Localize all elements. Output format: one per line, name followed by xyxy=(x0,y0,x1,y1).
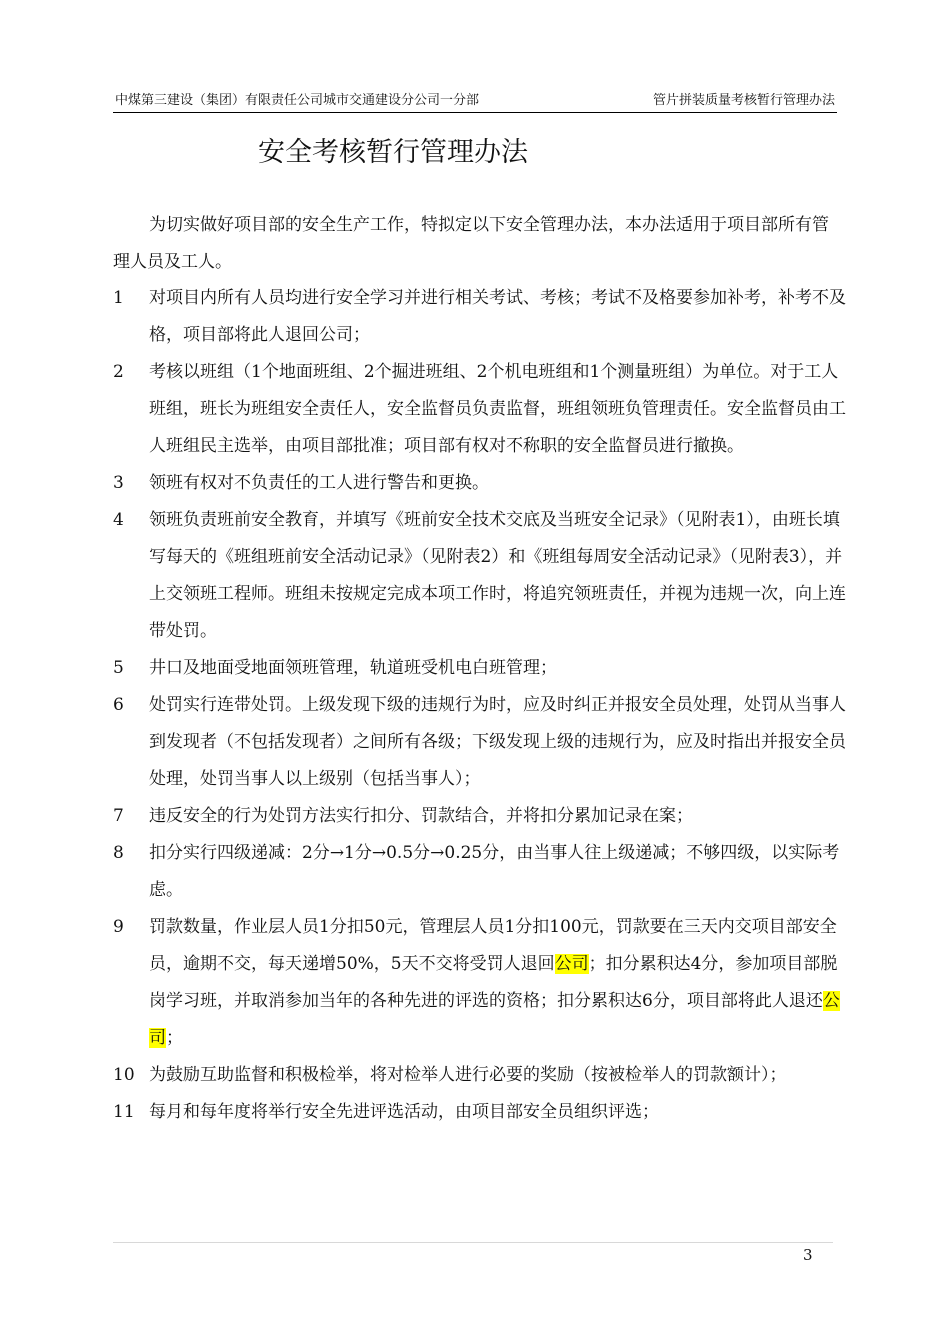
item-number: 9 xyxy=(113,917,124,937)
item-text: 领班负责班前安全教育，并填写《班前安全技术交底及当班安全记录》（见附表1），由班长填写每天的《班组班前安全活动记录》（见附表2）和《班组每周安全活动记录》（见附表3），并上交领班工程师。班组未按规定完成本项工作时，将追究领班责任，并视为违规一次，向上连带处罚。 xyxy=(149,510,846,641)
item-text: 领班有权对不负责任的工人进行警告和更换。 xyxy=(149,473,489,493)
item-number: 3 xyxy=(113,473,124,493)
item-text: 处罚实行连带处罚。上级发现下级的违规行为时，应及时纠正并报安全员处理，处罚从当事人到发现者（不包括发现者）之间所有各级；下级发现上级的违规行为，应及时指出并报安全员处理，处罚当事人以上级别（包括当事人）； xyxy=(149,695,846,789)
list-item xyxy=(113,354,848,465)
item-text: 考核以班组（1个地面班组、2个掘进班组、2个机电班组和1个测量班组）为单位。对于工人班组，班长为班组安全责任人，安全监督员负责监督，班组领班负管理责任。安全监督员由工人班组民主选举，由项目部批准；项目部有权对不称职的安全监督员进行撤换。 xyxy=(149,362,846,456)
footer-divider xyxy=(113,1242,833,1243)
item-text-segment: 罚款数量，作业层人员1分扣50元，管理层人员1分扣100元，罚款要在三天内交项目部安全员，逾期不交，每天递增50%，5天不交将受罚人退回 xyxy=(149,917,837,974)
list-item xyxy=(113,687,848,798)
item-number: 4 xyxy=(113,510,124,530)
rules-list xyxy=(113,280,848,1131)
item-text: 每月和每年度将举行安全先进评选活动，由项目部安全员组织评选； xyxy=(149,1102,659,1122)
list-item xyxy=(113,465,848,502)
item-number: 2 xyxy=(113,362,124,382)
highlighted-text: 公司 xyxy=(149,991,840,1048)
item-number: 7 xyxy=(113,806,124,826)
item-text xyxy=(149,909,848,1057)
item-number: 8 xyxy=(113,843,124,863)
item-text: 违反安全的行为处罚方法实行扣分、罚款结合，并将扣分累加记录在案； xyxy=(149,806,693,826)
list-item xyxy=(113,909,848,1057)
item-number: 6 xyxy=(113,695,124,715)
document-title: 安全考核暂行管理办法 xyxy=(258,137,528,168)
highlighted-text: 公司 xyxy=(554,954,589,974)
item-text: 扣分实行四级递减：2分→1分→0.5分→0.25分，由当事人往上级递减；不够四级，以实际考虑。 xyxy=(149,843,840,900)
item-number: 5 xyxy=(113,658,124,678)
item-text: 井口及地面受地面领班管理，轨道班受机电白班管理； xyxy=(149,658,557,678)
list-item xyxy=(113,280,848,354)
item-text-segment: ；扣分累积达4分，参加项目部脱岗学习班，并取消参加当年的各种先进的评选的资格；扣分累积达6分，项目部将此人退还 xyxy=(149,954,838,1011)
list-item xyxy=(113,798,848,835)
list-item xyxy=(113,835,848,909)
list-item xyxy=(113,1094,848,1131)
page-header xyxy=(113,92,837,113)
list-item xyxy=(113,650,848,687)
page-number: 3 xyxy=(803,1246,813,1264)
item-text-segment: ； xyxy=(166,1028,183,1048)
list-item xyxy=(113,1057,848,1094)
intro-paragraph: 为切实做好项目部的安全生产工作，特拟定以下安全管理办法，本办法适用于项目部所有管理人员及工人。 xyxy=(113,215,829,272)
item-number: 11 xyxy=(113,1102,135,1122)
item-text: 对项目内所有人员均进行安全学习并进行相关考试、考核；考试不及格要参加补考，补考不及格，项目部将此人退回公司； xyxy=(149,288,846,345)
header-company: 中煤第三建设（集团）有限责任公司城市交通建设分公司一分部 xyxy=(115,93,480,108)
list-item xyxy=(113,502,848,650)
item-text: 为鼓励互助监督和积极检举，将对检举人进行必要的奖励（按被检举人的罚款额计）； xyxy=(149,1065,787,1085)
header-doc-title: 管片拼装质量考核暂行管理办法 xyxy=(652,93,835,108)
item-number: 1 xyxy=(113,288,124,308)
item-number: 10 xyxy=(113,1065,135,1085)
